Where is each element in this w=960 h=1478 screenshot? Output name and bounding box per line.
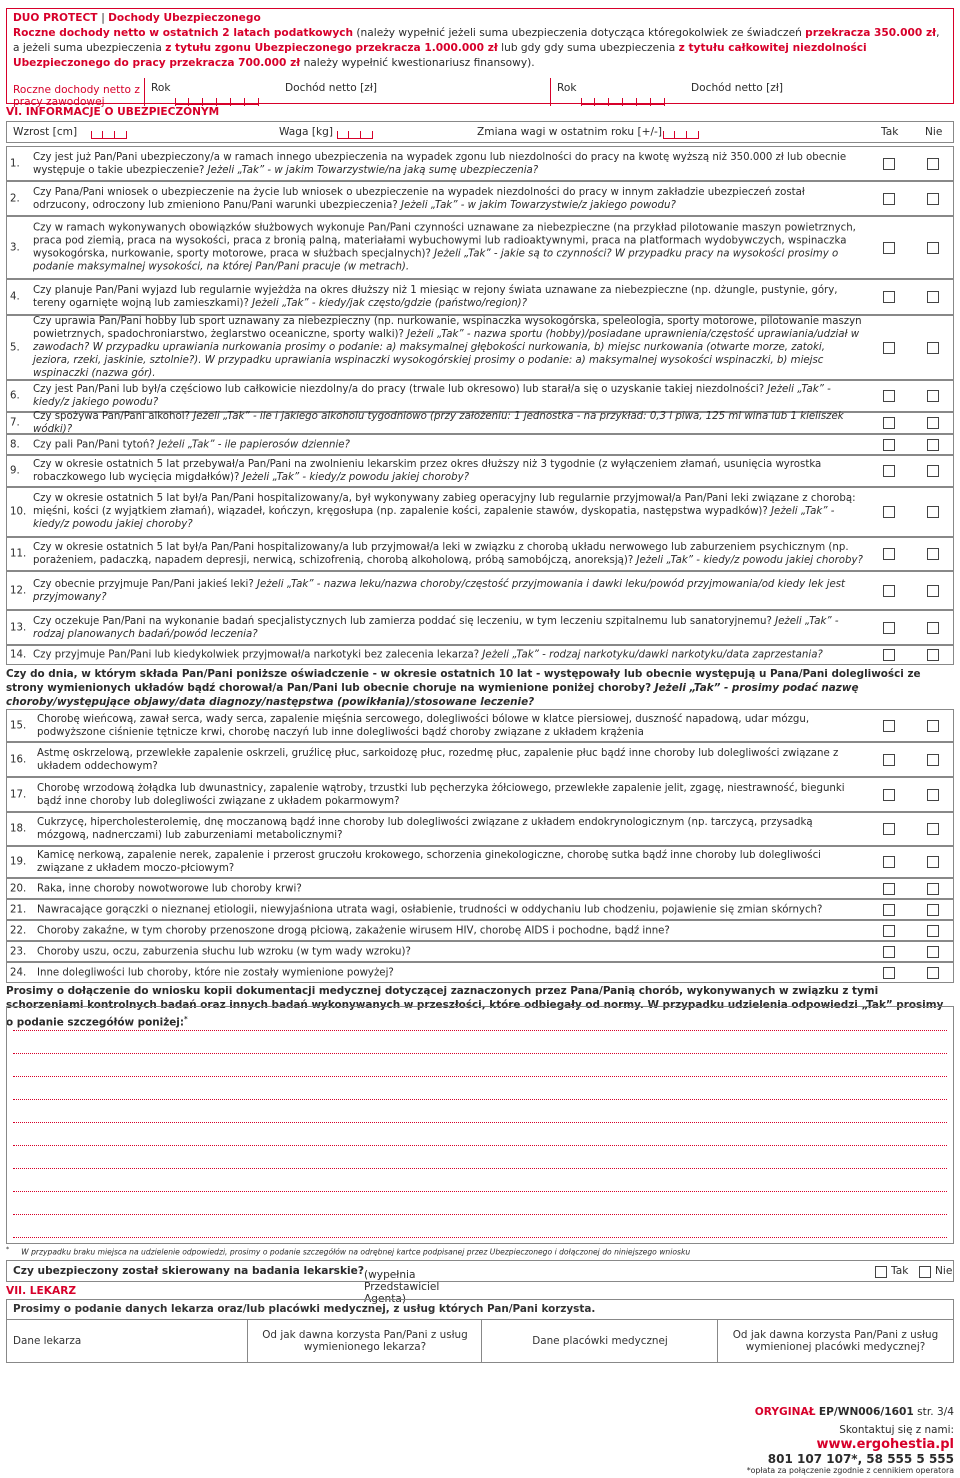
question-followup: Jeżeli „Tak” - jakie są to czynności? W przypadku pracy na wysokości prosimy o podanie maksymalnej wysokości, na której Pan/Pani pracuje (w metrach). (33, 248, 839, 273)
question-followup: Jeżeli „Tak” - kiedy/z powodu jakiej choroby? (239, 472, 470, 483)
section-name: Dochody Ubezpieczonego (108, 12, 261, 24)
section-title: DUO PROTECT | Dochody Ubezpieczonego (13, 12, 261, 24)
yes-checkbox[interactable] (883, 622, 895, 634)
question-row (6, 455, 954, 487)
question-main: Czy w okresie ostatnich 5 lat przebywał/a Pan/Pani na zwolnieniu lekarskim przez okres dłuższy niż 3 tygodnie (z wyłączeniem złamań, usunięcia wyrostka robaczkowego lub wycięcia migdałków)? (33, 458, 822, 483)
disease-row (6, 777, 954, 812)
no-checkbox[interactable] (927, 823, 939, 835)
question-text (33, 577, 863, 603)
exam-question-bold: Czy ubezpieczony został skierowany na badania lekarskie? (13, 1265, 364, 1277)
net-income-label-2: Dochód netto [zł] (691, 82, 783, 94)
question-followup: Jeżeli „Tak” - w jakim Towarzystwie/z jakiego powodu? (397, 199, 676, 211)
disease-number: 24. (10, 966, 27, 978)
doc-code (755, 1406, 954, 1418)
no-checkbox[interactable] (927, 720, 939, 732)
weight-input[interactable] (337, 130, 373, 139)
question-main: Czy w ramach wykonywanych obowiązków służbowych wykonuje Pan/Pani czynności uznawane za niebezpieczne (na przykład pilotowanie maszyn powietrznych, praca pod ziemią, praca na wysokości, praca z bronią palną, materiałami wybuchowymi lub radioaktywnymi, praca na platformach wydobywczych, wspinaczka wysokogórska, nurkowanie, sporty motorowe, praca w służbach specjalnych)? (33, 222, 856, 260)
no-checkbox[interactable] (927, 548, 939, 560)
exam-no-checkbox[interactable] (919, 1266, 931, 1278)
contact-label: Skontaktuj się z nami: (839, 1424, 954, 1436)
no-checkbox[interactable] (927, 291, 939, 303)
yes-checkbox[interactable] (883, 158, 895, 170)
disease-row (6, 742, 954, 777)
question-main: Czy oczekuje Pan/Pani na wykonanie badań specjalistycznych lub zamierza poddać się leczeniu, w tym leczeniu szpitalnemu lub sanatoryjnemu? (33, 615, 772, 627)
disease-number: 23. (10, 945, 27, 957)
disease-text: Nawracające gorączki o nieznanej etiologii, niewyjaśniona utrata wagi, osłabienie, trudności w oddychaniu lub chodzeniu, pojawienie się zmian skórnych? (37, 903, 823, 915)
doctor-table (6, 1299, 954, 1363)
measurements-row (6, 121, 954, 143)
question-number: 13. (10, 621, 27, 633)
question-text (33, 185, 863, 211)
intro-bold-2: przekracza 350.000 zł (805, 27, 937, 39)
year-label-1: Rok (151, 82, 171, 94)
question-main: Czy Pana/Pani wniosek o ubezpieczenie na życie lub wniosek o ubezpieczenie na wypadek niezdolności do pracy w innym zakładzie ubezpieczeń został odrzucony, odroczony lub zmieniono Panu/Pani warunki ubezpieczenia? (33, 186, 805, 211)
no-checkbox[interactable] (927, 946, 939, 958)
yes-header: Tak (881, 126, 899, 138)
disease-text: Chorobę wieńcową, zawał serca, wady serca, zapalenie mięśnia sercowego, dolegliwości bólowe w klatce piersiowej, duszność napadową, udar mózgu, podwyższone ciśnienie tętnicze krwi, chorobę naczyń lub inne dolegliwości bądź choroby związane z układem krążenia (37, 713, 810, 738)
yes-checkbox[interactable] (883, 754, 895, 766)
question-text (33, 614, 863, 640)
facility-data-cell[interactable]: Dane placówki medycznej (481, 1320, 718, 1362)
doctor-request: Prosimy o podanie danych lekarza oraz/lub placówki medycznej, z usług których Pan/Pani korzysta. (7, 1300, 953, 1320)
yes-checkbox[interactable] (883, 585, 895, 597)
disease-row (6, 899, 954, 920)
question-number: 12. (10, 584, 27, 596)
no-checkbox[interactable] (927, 883, 939, 895)
yes-checkbox[interactable] (883, 465, 895, 477)
disease-text: Astmę oskrzelową, przewlekłe zapalenie oskrzeli, gruźlicę płuc, sarkoidozę płuc, rozedmę płuc, zapalenie płuc bądź inne choroby lub dolegliwości związane z układem oddechowym? (37, 747, 839, 772)
no-checkbox[interactable] (927, 649, 939, 661)
question-main: Czy w okresie ostatnich 5 lat był/a Pan/Pani hospitalizowany/a lub przyjmował/a leki w związku z chorobą układu nerwowego lub zaburzeniem psychicznym (np. porażeniem, padaczką, napadem depresji, nerwicą, schizofrenią, chorobą alkoholową, próbą samobójczą, anoreksją)? (33, 541, 849, 566)
disease-text: Choroby zakaźne, w tym choroby przenoszone drogą płciową, zakażenie wirusem HIV, chorobę AIDS i pochodne, bądź inne? (37, 924, 670, 936)
no-checkbox[interactable] (927, 193, 939, 205)
yes-checkbox[interactable] (883, 342, 895, 354)
yes-checkbox[interactable] (883, 439, 895, 451)
intro-bold-4: z tytułu całkowitej niezdolności Ubezpieczonego do pracy przekracza 700.000 zł (13, 42, 867, 69)
page-number: str. 3/4 (917, 1406, 954, 1418)
height-input[interactable] (91, 130, 127, 139)
disease-text: Kamicę nerkową, zapalenie nerek, zapalenie i przerost gruczołu krokowego, schorzenia ginekologiczne, chorobę sutka bądź inne choroby lub dolegliwości związane z układem moczo-płciowym? (37, 849, 822, 874)
disease-number: 22. (10, 924, 27, 936)
question-row (6, 216, 954, 279)
question-followup: Jeżeli „Tak” - kiedy/z jakiego powodu? (33, 383, 831, 408)
no-checkbox[interactable] (927, 242, 939, 254)
question-number: 11. (10, 548, 27, 560)
question-row (6, 380, 954, 412)
question-text (33, 648, 863, 661)
disease-row (6, 962, 954, 983)
yes-checkbox[interactable] (883, 193, 895, 205)
facility-duration-cell[interactable]: Od jak dawna korzysta Pan/Pani z usług wymienionej placówki medycznej? (717, 1320, 953, 1362)
question-followup: Jeżeli „Tak” - rodzaj planowanych badań/powód leczenia? (33, 615, 839, 640)
no-checkbox[interactable] (927, 585, 939, 597)
disease-row (6, 846, 954, 878)
disease-text: Inne dolegliwości lub choroby, które nie zostały wymienione powyżej? (37, 966, 394, 978)
year-label-2: Rok (557, 82, 577, 94)
question-followup: Jeżeli „Tak” - ile papierosów dziennie? (154, 438, 350, 450)
no-checkbox[interactable] (927, 506, 939, 518)
question-main: Czy jest Pan/Pani lub był/a częściowo lub całkowicie niezdolny/a do pracy (trwale lub okresowo) lub starał/a się o uzyskanie takiej niezdolności? (33, 383, 765, 395)
question-number: 9. (10, 465, 20, 477)
yes-checkbox[interactable] (883, 823, 895, 835)
yes-checkbox[interactable] (883, 649, 895, 661)
no-checkbox[interactable] (927, 390, 939, 402)
yes-checkbox[interactable] (883, 789, 895, 801)
question-main: Czy przyjmuje Pan/Pani lub kiedykolwiek przyjmował/a narkotyki bez zalecenia lekarza? (33, 649, 480, 661)
question-main: Czy jest już Pan/Pani ubezpieczony/a w ramach innego ubezpieczenia na wypadek zgonu lub niezdolności do pracy na kwotę wyższą niż 350.000 zł lub obecnie występuje o takie ubezpieczenie? (33, 151, 847, 176)
question-text (33, 541, 863, 567)
yes-checkbox[interactable] (883, 548, 895, 560)
disease-text: Choroby uszu, oczu, zaburzenia słuchu lub wzroku (w tym wady wzroku)? (37, 945, 411, 957)
yes-checkbox[interactable] (883, 506, 895, 518)
question-number: 1. (10, 157, 20, 169)
intro-bold-1: Roczne dochody netto w ostatnich 2 latach podatkowych (13, 27, 354, 39)
question-main: Czy uprawia Pan/Pani hobby lub sport uznawany za niebezpieczny (np. nurkowanie, wspinaczka wysokogórska, speleologia, sporty motorowe, pilotowanie maszyn powietrznych, spadochroniarstwo, żeglarstwo oceaniczne, sporty walki)? (33, 315, 862, 340)
yes-checkbox[interactable] (883, 925, 895, 937)
section7-title: VII. LEKARZ (6, 1285, 77, 1297)
no-checkbox[interactable] (927, 158, 939, 170)
no-checkbox[interactable] (927, 754, 939, 766)
original-mark: ORYGINAŁ (754, 1406, 816, 1418)
disease-intro (6, 667, 954, 709)
disease-number: 21. (10, 903, 27, 915)
disease-row (6, 878, 954, 899)
question-text (33, 150, 863, 176)
footnote-star: * (6, 1246, 10, 1253)
yes-checkbox[interactable] (883, 720, 895, 732)
question-followup: Jeżeli „Tak” - kiedy/z powodu jakiej choroby? (33, 506, 835, 531)
website-link[interactable]: www.ergohestia.pl (816, 1437, 954, 1452)
disease-row (6, 812, 954, 846)
doctor-data-cell[interactable]: Dane lekarza (13, 1335, 82, 1347)
disease-text: Cukrzycę, hipercholesterolemię, dnę moczanową bądź inne choroby lub dolegliwości związane z układem endokrynologicznym (np. tarczycą, przysadką mózgową, nadnerczami) lub zaburzeniami metabolicznymi? (37, 816, 813, 841)
question-main: Czy planuje Pan/Pani wyjazd lub regularnie wyjeżdża na okres dłuższy niż 1 miesiąc w rejony świata uznawane za niebezpieczne (np. dżungle, pustynie, góry, tereny ogarnięte wojną lub zamieszkami)? (33, 284, 838, 309)
yes-checkbox[interactable] (883, 856, 895, 868)
section6-title: VI. INFORMACJE O UBEZPIECZONYM (6, 106, 220, 118)
question-number: 3. (10, 241, 20, 253)
question-row (6, 434, 954, 455)
no-checkbox[interactable] (927, 856, 939, 868)
question-row (6, 610, 954, 645)
question-followup: Jeżeli „Tak” - rodzaj narkotyku/dawki narkotyku/data zaprzestania? (479, 649, 823, 661)
question-text (33, 284, 863, 310)
disease-text: Raka, inne choroby nowotworowe lub choroby krwi? (37, 882, 302, 894)
yes-checkbox[interactable] (883, 904, 895, 916)
yes-checkbox[interactable] (883, 390, 895, 402)
phone-note: *opłata za połączenie zgodnie z cennikiem operatora (746, 1466, 954, 1475)
question-followup: Jeżeli „Tak” - kiedy/z powodu jakiej choroby? (633, 555, 863, 566)
docs-request-star: * (184, 1015, 188, 1023)
question-main: Czy spożywa Pan/Pani alkohol? (33, 410, 190, 422)
question-number: 4. (10, 291, 20, 303)
footnote (6, 1246, 690, 1257)
intro-text-4: należy wypełnić kwestionariusz finansowy). (300, 57, 535, 69)
yes-checkbox[interactable] (883, 883, 895, 895)
details-field[interactable] (6, 1006, 954, 1244)
no-checkbox[interactable] (927, 622, 939, 634)
exam-yes-label: Tak (891, 1265, 909, 1277)
income-row (7, 76, 953, 106)
question-text (33, 492, 863, 532)
disease-intro-bold: Czy do dnia, w którym składa Pan/Pani poniższe oświadczenie - w okresie ostatnich 10 lat - występowały lub obecnie występują u Pana/Pani dolegliwości ze strony wymienionych układów bądź chorował/a Pan/Pani lub obecnie choruje na wymienione poniżej choroby? (6, 668, 921, 694)
question-followup: Jeżeli „Tak” - kiedy/jak często/gdzie (państwo/region)? (248, 298, 528, 309)
question-main: Czy obecnie przyjmuje Pan/Pani jakieś leki? (33, 578, 254, 590)
question-followup: Jeżeli „Tak” - w jakim Towarzystwie/na jaką sumę ubezpieczenia? (204, 164, 539, 176)
doctor-duration-cell[interactable]: Od jak dawna korzysta Pan/Pani z usług wymienionego lekarza? (247, 1320, 482, 1362)
no-checkbox[interactable] (927, 465, 939, 477)
intro-text-1: (należy wypełnić jeżeli suma ubezpieczenia dotycząca któregokolwiek ze świadczeń (353, 27, 806, 39)
footnote-text: W przypadku braku miejsca na udzielenie odpowiedzi, prosimy o podanie szczegółów na odrębnej kartce podpisanej przez Ubezpieczonego i dołączonej do niniejszego wniosku (21, 1247, 691, 1257)
disease-number: 17. (10, 788, 27, 800)
exam-note: (wypełnia Przedstawiciel Agenta) (364, 1269, 440, 1305)
income-section (6, 8, 954, 108)
question-row (6, 487, 954, 537)
question-row (6, 181, 954, 216)
disease-row (6, 920, 954, 941)
docs-request-text: Prosimy o dołączenie do wniosku kopii dokumentacji medycznej dotyczącej zaznaczonych przez Pana/Panią chorób, wykonywanych w związku z tymi schorzeniami kontrolnych badań oraz innych badań wykonywanych w przeszłości, które odbiegały od normy. W przypadku udzielenia odpowiedzi „Tak” prosimy o podanie szczegółów poniżej: (6, 985, 944, 1029)
yes-checkbox[interactable] (883, 967, 895, 979)
question-number: 14. (10, 649, 27, 661)
net-income-label-1: Dochód netto [zł] (285, 82, 377, 94)
disease-number: 16. (10, 753, 27, 765)
question-followup: Jeżeli „Tak” - nazwa leku/nazwa choroby/częstość przyjmowania i dawki leku/powód przyjmowania/od kiedy lek jest przyjmowany? (33, 578, 846, 603)
income-cell-1 (144, 78, 552, 106)
question-text (33, 410, 863, 436)
question-text (33, 221, 863, 274)
height-label: Wzrost [cm] (13, 126, 78, 138)
question-number: 5. (10, 341, 20, 353)
disease-number: 19. (10, 856, 27, 868)
question-row (6, 537, 954, 571)
question-row (6, 315, 954, 380)
no-header: Nie (925, 126, 943, 138)
question-row (6, 279, 954, 315)
yes-checkbox[interactable] (883, 242, 895, 254)
no-checkbox[interactable] (927, 925, 939, 937)
question-text (33, 458, 863, 484)
income-intro (13, 26, 947, 71)
exam-no-label: Nie (935, 1265, 953, 1277)
disease-number: 20. (10, 882, 27, 894)
question-followup: Jeżeli „Tak” - nazwa sportu (hobby)/posiadane uprawnienia/częstość uprawiania/udział w zawodach? W przypadku uprawiania nurkowania prosimy o podanie: a) maksymalnej głębokości nurkowania, b) miejsc nurkowania (otwarte morze, zatoki, jeziora, rzeki, jaskinie, sztolnie?). W przypadku uprawiania wspinaczki wysokogórskiej prosimy o podanie: a) maksymalnej wysokości wspinaczki, b) miejsc wspinaczki (nazwa gór). (33, 328, 860, 380)
intro-bold-3: z tytułu zgonu Ubezpieczonego przekracza 1.000.000 zł (165, 42, 498, 54)
intro-text-3: lub gdy gdy suma ubezpieczenia (497, 42, 679, 54)
no-checkbox[interactable] (927, 967, 939, 979)
no-checkbox[interactable] (927, 342, 939, 354)
disease-text: Chorobę wrzodową żołądka lub dwunastnicy, zapalenie wątroby, trzustki lub pęcherzyka żółciowego, przewlekłe zapalenie jelit, zgagę, niestrawność, biegunki bądź inne choroby lub dolegliwości związane z układem pokarmowym? (37, 782, 845, 807)
year-input-1[interactable] (175, 96, 259, 105)
weight-change-label: Zmiana wagi w ostatnim roku [+/-] (477, 126, 662, 138)
brand-name: DUO PROTECT (13, 12, 98, 24)
question-text (33, 314, 863, 380)
no-checkbox[interactable] (927, 904, 939, 916)
question-followup: Jeżeli „Tak” - ile i jakiego alkoholu tygodniowo (przy założeniu: 1 jednostka - na przykład: 0,3 l piwa, 125 ml wina lub 1 kieliszek wódki)? (33, 410, 844, 435)
income-label: Roczne dochody netto z pracy zawodowej (13, 84, 140, 108)
exam-yes-checkbox[interactable] (875, 1266, 887, 1278)
question-text (33, 383, 863, 409)
disease-row (6, 941, 954, 962)
disease-number: 18. (10, 823, 27, 835)
question-number: 7. (10, 417, 20, 429)
question-text (33, 438, 863, 451)
disease-number: 15. (10, 719, 27, 731)
income-cell-2 (550, 78, 956, 106)
disease-intro-italic: Jeżeli „Tak” - prosimy podać nazwę choroby/występujące objawy/data diagnozy/następstwa (powikłania)/stosowane leczenie? (6, 682, 859, 708)
year-input-2[interactable] (581, 96, 665, 105)
question-row (6, 571, 954, 610)
question-row (6, 146, 954, 181)
yes-checkbox[interactable] (883, 946, 895, 958)
question-row (6, 412, 954, 434)
question-number: 6. (10, 390, 20, 402)
no-checkbox[interactable] (927, 417, 939, 429)
question-number: 10. (10, 506, 27, 518)
weight-label: Waga [kg] (279, 126, 333, 138)
intro-text-2: , a jeżeli suma ubezpieczenia (13, 27, 940, 54)
yes-checkbox[interactable] (883, 417, 895, 429)
form-code: EP/WN006/1601 (818, 1406, 914, 1418)
question-row (6, 645, 954, 665)
question-number: 2. (10, 192, 20, 204)
question-main: Czy w okresie ostatnich 5 lat był/a Pan/Pani hospitalizowany/a, był wykonywany zabieg operacyjny lub regularnie przyjmował/a Pan/Pani leki związane z chorobą: mięśni, kości (z wyjątkiem złamań), wiązadeł, kończyn, kręgosłupa (np. zapalenie kości, zapalenie stawów, dyskopatia, następstwa wypadków)? (33, 493, 856, 518)
weight-change-input[interactable] (663, 130, 699, 139)
question-main: Czy pali Pan/Pani tytoń? (33, 438, 155, 450)
yes-checkbox[interactable] (883, 291, 895, 303)
no-checkbox[interactable] (927, 439, 939, 451)
no-checkbox[interactable] (927, 789, 939, 801)
disease-row (6, 709, 954, 742)
question-number: 8. (10, 438, 20, 450)
phone-numbers: 801 107 107*, 58 555 5 555 (767, 1452, 954, 1466)
